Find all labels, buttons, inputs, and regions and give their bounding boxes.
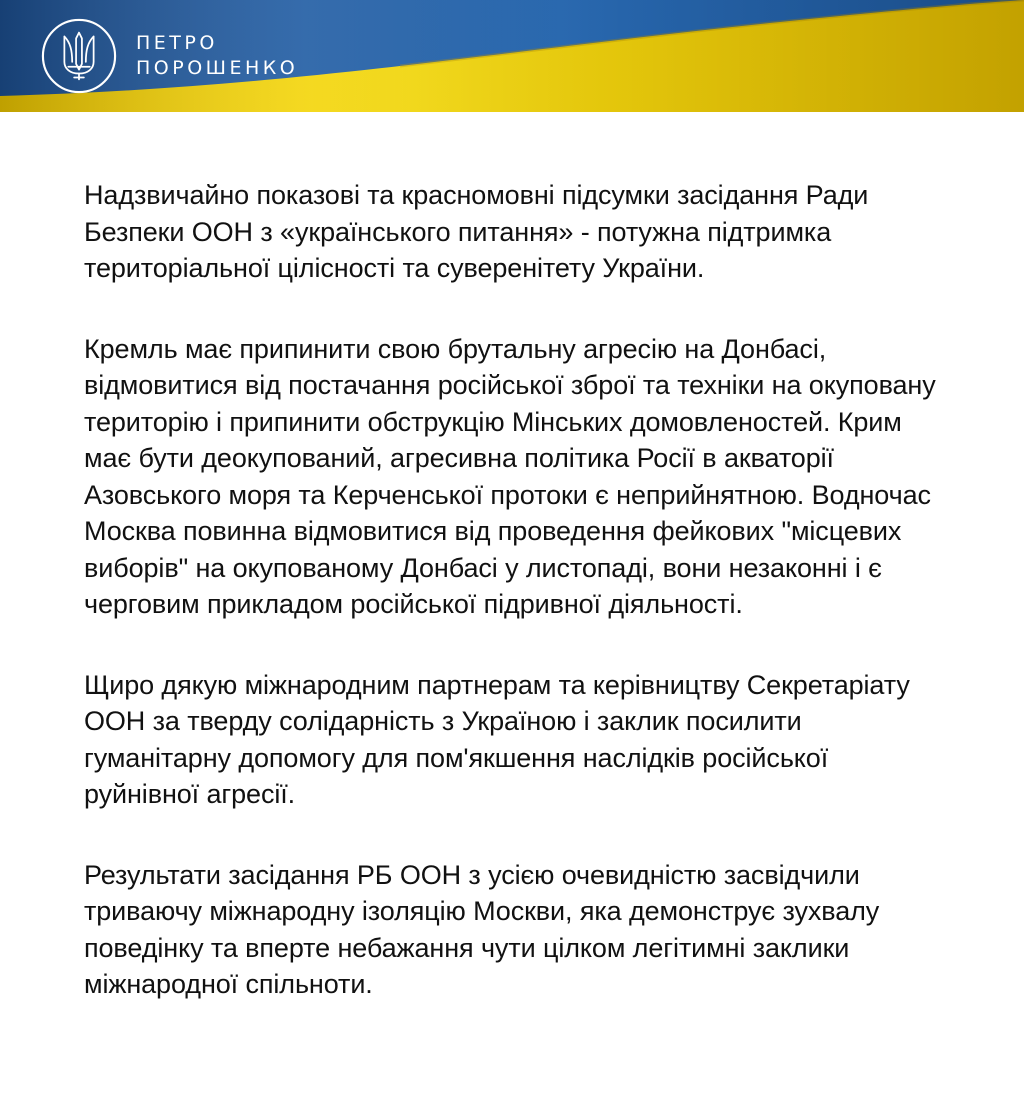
- brand-first-name: ПЕТРО: [136, 32, 218, 54]
- text-line: ООН за тверду солідарність з Україною і заклик посилити: [84, 706, 802, 736]
- text-line: Надзвичайно показові та красномовні підсумки засідання Ради: [84, 180, 869, 210]
- brand: [40, 17, 298, 95]
- text-line: має бути деокупований, агресивна політика Росії в акваторії: [84, 443, 834, 473]
- text-line: відмовитися від постачання російської зброї та техніки на окуповану: [84, 370, 936, 400]
- text-line: територіальної цілісності та суверенітету України.: [84, 253, 705, 283]
- text-line: територію і припинити обструкцію Мінських домовленостей. Крим: [84, 406, 902, 437]
- paragraph-3: [84, 667, 984, 813]
- text-line: Азовського моря та Керченської протоки є неприйнятною. Водночас: [84, 479, 931, 510]
- paragraph-2: [84, 331, 984, 623]
- text-line: гуманітарну допомогу для пом'якшення наслідків російської: [84, 742, 829, 773]
- trident-emblem-icon: [40, 17, 118, 95]
- text-line: Безпеки ООН з «українського питання» - потужна підтримка: [84, 216, 832, 247]
- text-line: міжнародної спільноти.: [84, 969, 373, 999]
- brand-last-name: ПОРОШЕНКО: [136, 57, 299, 79]
- text-line: Москва повинна відмовитися від проведення фейкових "місцевих: [84, 516, 902, 546]
- header-banner: [0, 0, 1024, 112]
- paragraph-1: [84, 177, 984, 287]
- paragraph-4: [84, 857, 984, 1003]
- text-line: поведінку та вперте небажання чути цілком легітимні заклики: [84, 932, 850, 963]
- text-line: триваючу міжнародну ізоляцію Москви, яка демонструє зухвалу: [84, 896, 880, 926]
- text-line: Щиро дякую міжнародним партнерам та керівництву Секретаріату: [84, 669, 910, 700]
- text-line: Кремль має припинити свою брутальну агресію на Донбасі,: [84, 333, 827, 364]
- brand-name: [136, 31, 298, 81]
- text-line: виборів" на окупованому Донбасі у листопаді, вони незаконні і є: [84, 552, 882, 583]
- statement-text: [84, 177, 984, 1047]
- text-line: Результати засідання РБ ООН з усією очевидністю засвідчили: [84, 859, 860, 890]
- text-line: черговим прикладом російської підривної діяльності.: [84, 589, 743, 619]
- text-line: руйнівної агресії.: [84, 779, 296, 809]
